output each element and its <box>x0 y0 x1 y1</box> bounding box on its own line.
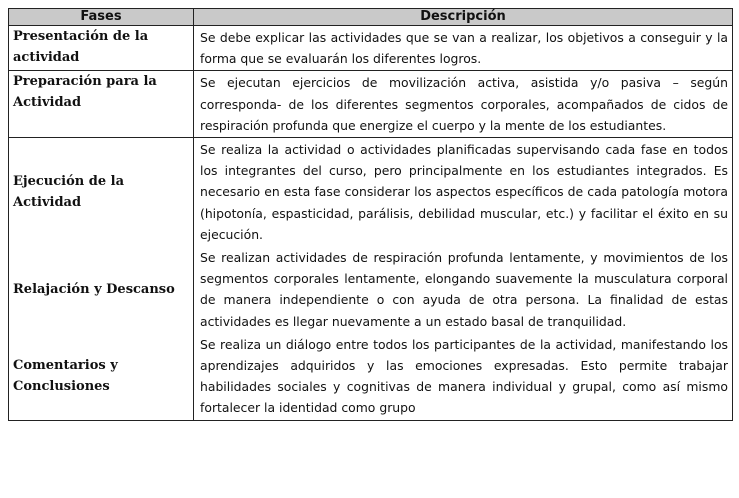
header-descripcion: Descripción <box>194 9 733 26</box>
phase-name: Relajación y Descanso <box>9 246 194 333</box>
header-row <box>9 9 733 26</box>
phase-name: Ejecución de la Actividad <box>9 138 194 247</box>
phase-description: Se realizan actividades de respiración profunda lentamente, y movimientos de los segmentos corporales lentamente, elongando suavemente la musculatura corporal de manera independiente o con ayuda de otra persona. La finalidad de estas actividades es llegar nuevamente a un estado basal de tranquilidad. <box>194 246 733 333</box>
header-fases: Fases <box>9 9 194 26</box>
table-row <box>9 246 733 333</box>
phase-name: Preparación para la Actividad <box>9 71 194 138</box>
phases-table <box>8 8 733 421</box>
phase-description: Se ejecutan ejercicios de movilización activa, asistida y/o pasiva – según corresponda- de los diferentes segmentos corporales, acompañados de cidos de respiración profunda que energize el cuerpo y la mente de los estudiantes. <box>194 71 733 138</box>
table-row <box>9 138 733 247</box>
table-row <box>9 71 733 138</box>
phase-description: Se realiza la actividad o actividades planificadas supervisando cada fase en todos los integrantes del curso, pero principalmente en los estudiantes integrados. Es necesario en esta fase considerar los aspectos específicos de cada patología motora (hipotonía, espasticidad, parálisis, debilidad muscular, etc.) y facilitar el éxito en su ejecución. <box>194 138 733 247</box>
table-row <box>9 333 733 420</box>
phase-name: Comentarios y Conclusiones <box>9 333 194 420</box>
table-row <box>9 26 733 71</box>
phase-description: Se debe explicar las actividades que se van a realizar, los objetivos a conseguir y la forma que se evaluarán los diferentes logros. <box>194 26 733 71</box>
phase-name: Presentación de la actividad <box>9 26 194 71</box>
phase-description: Se realiza un diálogo entre todos los participantes de la actividad, manifestando los aprendizajes adquiridos y las emociones expresadas. Esto permite trabajar habilidades sociales y cognitivas de manera individual y grupal, como así mismo fortalecer la identidad como grupo <box>194 333 733 420</box>
